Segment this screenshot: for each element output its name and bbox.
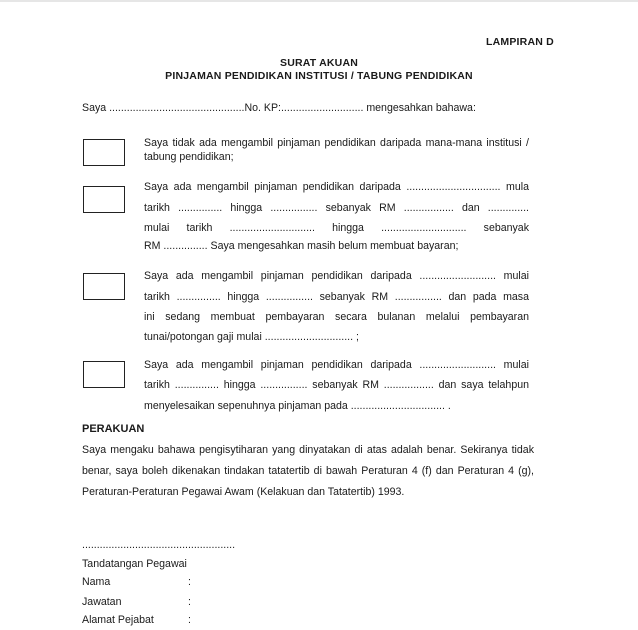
declaration-line: benar, saya boleh dikenakan tindakan tatatertib di bawah Peraturan 4 (f) dan Peraturan 4 (g),	[82, 465, 534, 477]
office-address-field-label: Alamat Pejabat	[82, 614, 154, 626]
signature-line[interactable]: ....................................................	[82, 539, 236, 551]
option-2-line: Saya ada mengambil pinjaman pendidikan daripada ................................ mula	[144, 181, 529, 193]
annex-label: LAMPIRAN D	[486, 36, 554, 48]
option-3-checkbox[interactable]	[83, 273, 125, 300]
declaration-line: Saya mengaku bahawa pengisytiharan yang dinyatakan di atas adalah benar. Sekiranya tidak	[82, 444, 534, 456]
option-4-checkbox[interactable]	[83, 361, 125, 388]
option-3-line: Saya ada mengambil pinjaman pendidikan daripada .......................... mulai	[144, 270, 529, 282]
intro-statement: Saya ..............................................No. KP:............................ mengesahkan bahawa:	[82, 102, 476, 114]
name-field-label: Nama	[82, 576, 111, 588]
option-1-line: tabung pendidikan;	[144, 151, 234, 163]
position-field-colon: :	[188, 596, 191, 608]
name-field-colon: :	[188, 576, 191, 588]
option-3-line: tarikh ............... hingga ................ sebanyak RM ................ dan pada masa	[144, 291, 529, 303]
option-3-line: tunai/potongan gaji mulai .............................. ;	[144, 331, 359, 343]
declaration-line: Peraturan-Peraturan Pegawai Awam (Kelakuan dan Tatatertib) 1993.	[82, 486, 405, 498]
option-3-line: ini sedang membuat pembayaran secara bulanan melalui pembayaran	[144, 311, 529, 323]
scan-top-edge	[0, 0, 638, 2]
option-2-line: tarikh ............... hingga ................ sebanyak RM ................. dan ..............	[144, 202, 529, 214]
position-field-label: Jawatan	[82, 596, 122, 608]
option-2-checkbox[interactable]	[83, 186, 125, 213]
document-title: SURAT AKUAN	[279, 57, 359, 69]
declaration-heading: PERAKUAN	[82, 423, 145, 435]
document-subtitle: PINJAMAN PENDIDIKAN INSTITUSI / TABUNG PENDIDIKAN	[165, 70, 473, 82]
office-address-field-colon: :	[188, 614, 191, 626]
option-4-line: Saya ada mengambil pinjaman pendidikan daripada .......................... mulai	[144, 359, 529, 371]
option-1-checkbox[interactable]	[83, 139, 125, 166]
option-1-line: Saya tidak ada mengambil pinjaman pendidikan daripada mana-mana institusi /	[144, 137, 529, 149]
option-2-line: mulai tarikh ............................. hingga ............................. sebanyak	[144, 222, 529, 234]
option-2-line: RM ............... Saya mengesahkan masih belum membuat bayaran;	[144, 240, 459, 252]
signature-label: Tandatangan Pegawai	[82, 558, 187, 570]
option-4-line: tarikh ............... hingga ................ sebanyak RM ................. dan saya telahpun	[144, 379, 529, 391]
option-4-line: menyelesaikan sepenuhnya pinjaman pada ................................ .	[144, 400, 451, 412]
